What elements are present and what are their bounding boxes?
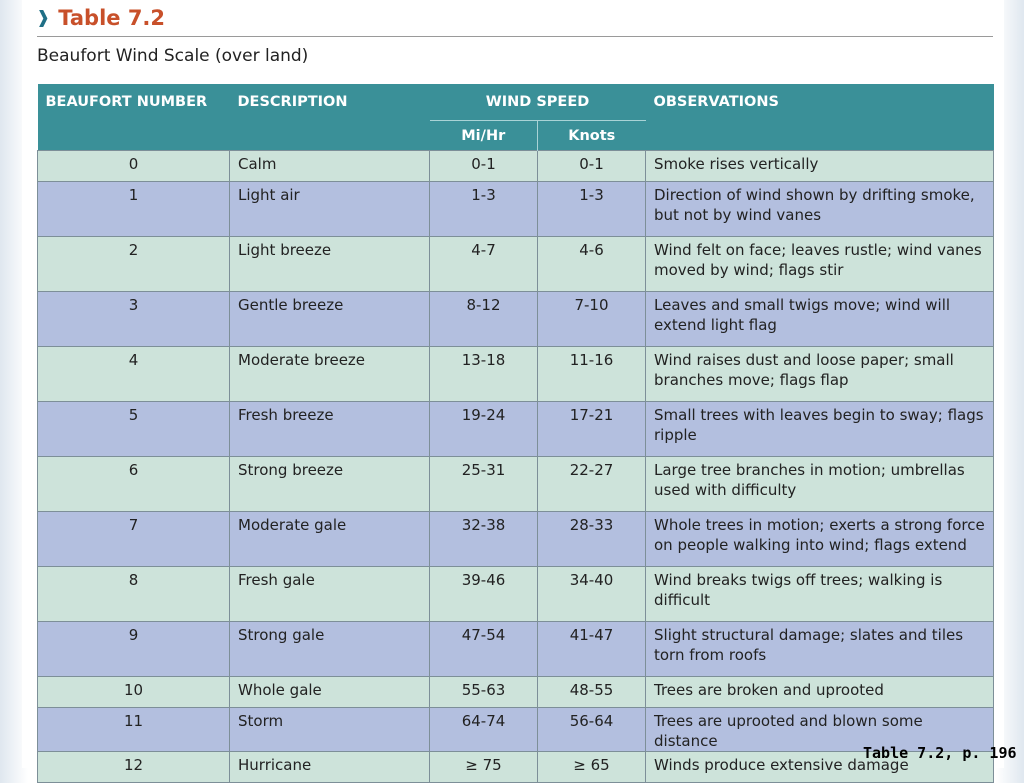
table-row <box>38 347 994 402</box>
table-row <box>38 512 994 567</box>
cell-observation: Wind felt on face; leaves rustle; wind vanes moved by wind; flags stir <box>646 237 994 292</box>
page <box>22 0 1004 774</box>
cell-beaufort-number: 12 <box>38 752 230 783</box>
cell-description: Light air <box>230 182 430 237</box>
cell-knots: 1-3 <box>538 182 646 237</box>
cell-mph: ≥ 75 <box>430 752 538 783</box>
cell-mph: 4-7 <box>430 237 538 292</box>
cell-mph: 19-24 <box>430 402 538 457</box>
cell-mph: 55-63 <box>430 677 538 708</box>
cell-mph: 39-46 <box>430 567 538 622</box>
table-row <box>38 151 994 182</box>
cell-knots: 28-33 <box>538 512 646 567</box>
cell-knots: 4-6 <box>538 237 646 292</box>
header-beaufort-number: BEAUFORT NUMBER <box>38 84 230 151</box>
cell-mph: 8-12 <box>430 292 538 347</box>
cell-beaufort-number: 2 <box>38 237 230 292</box>
table-row <box>38 708 994 752</box>
chevron-right-icon: ❱ <box>36 7 51 28</box>
cell-description: Fresh breeze <box>230 402 430 457</box>
cell-mph: 0-1 <box>430 151 538 182</box>
page-caption: Table 7.2, p. 196 <box>863 744 1017 762</box>
cell-knots: 56-64 <box>538 708 646 752</box>
cell-beaufort-number: 1 <box>38 182 230 237</box>
cell-knots: 0-1 <box>538 151 646 182</box>
cell-knots: 41-47 <box>538 622 646 677</box>
cell-beaufort-number: 3 <box>38 292 230 347</box>
cell-beaufort-number: 11 <box>38 708 230 752</box>
cell-observation: Direction of wind shown by drifting smoke, but not by wind vanes <box>646 182 994 237</box>
table-row <box>38 752 994 783</box>
cell-description: Gentle breeze <box>230 292 430 347</box>
cell-knots: 11-16 <box>538 347 646 402</box>
cell-description: Moderate breeze <box>230 347 430 402</box>
cell-beaufort-number: 4 <box>38 347 230 402</box>
header-knots: Knots <box>538 121 646 151</box>
table-row <box>38 182 994 237</box>
table-row <box>38 237 994 292</box>
cell-observation: Smoke rises vertically <box>646 151 994 182</box>
table-row <box>38 402 994 457</box>
cell-observation: Winds produce extensive damage <box>646 752 994 783</box>
cell-beaufort-number: 9 <box>38 622 230 677</box>
cell-knots: 7-10 <box>538 292 646 347</box>
cell-observation: Trees are uprooted and blown some distance <box>646 708 994 752</box>
header-wind-speed: WIND SPEED <box>430 84 646 121</box>
table-title: Table 7.2 <box>58 6 166 30</box>
cell-description: Hurricane <box>230 752 430 783</box>
cell-description: Strong breeze <box>230 457 430 512</box>
cell-mph: 25-31 <box>430 457 538 512</box>
cell-observation: Small trees with leaves begin to sway; flags ripple <box>646 402 994 457</box>
cell-description: Calm <box>230 151 430 182</box>
table-row <box>38 677 994 708</box>
cell-mph: 47-54 <box>430 622 538 677</box>
cell-knots: 34-40 <box>538 567 646 622</box>
cell-description: Whole gale <box>230 677 430 708</box>
cell-observation: Wind raises dust and loose paper; small branches move; flags flap <box>646 347 994 402</box>
cell-beaufort-number: 6 <box>38 457 230 512</box>
cell-mph: 32-38 <box>430 512 538 567</box>
title-divider <box>37 36 993 37</box>
cell-description: Light breeze <box>230 237 430 292</box>
cell-mph: 64-74 <box>430 708 538 752</box>
cell-knots: 17-21 <box>538 402 646 457</box>
cell-beaufort-number: 10 <box>38 677 230 708</box>
header-mph: Mi/Hr <box>430 121 538 151</box>
table-row <box>38 292 994 347</box>
header-observations: OBSERVATIONS <box>646 84 994 151</box>
cell-observation: Large tree branches in motion; umbrellas used with difficulty <box>646 457 994 512</box>
table-row <box>38 567 994 622</box>
cell-observation: Wind breaks twigs off trees; walking is difficult <box>646 567 994 622</box>
cell-description: Fresh gale <box>230 567 430 622</box>
cell-observation: Slight structural damage; slates and tiles torn from roofs <box>646 622 994 677</box>
table-subtitle: Beaufort Wind Scale (over land) <box>37 46 309 66</box>
cell-beaufort-number: 7 <box>38 512 230 567</box>
title-row <box>36 6 165 30</box>
cell-observation: Leaves and small twigs move; wind will extend light flag <box>646 292 994 347</box>
cell-knots: 48-55 <box>538 677 646 708</box>
cell-mph: 1-3 <box>430 182 538 237</box>
table-row <box>38 622 994 677</box>
cell-beaufort-number: 0 <box>38 151 230 182</box>
cell-observation: Trees are broken and uprooted <box>646 677 994 708</box>
beaufort-table <box>37 84 994 783</box>
cell-beaufort-number: 5 <box>38 402 230 457</box>
table-body <box>38 151 994 783</box>
cell-beaufort-number: 8 <box>38 567 230 622</box>
cell-observation: Whole trees in motion; exerts a strong force on people walking into wind; flags extend <box>646 512 994 567</box>
header-description: DESCRIPTION <box>230 84 430 151</box>
cell-mph: 13-18 <box>430 347 538 402</box>
cell-knots: ≥ 65 <box>538 752 646 783</box>
table-row <box>38 457 994 512</box>
table-header <box>38 84 994 151</box>
cell-knots: 22-27 <box>538 457 646 512</box>
cell-description: Storm <box>230 708 430 752</box>
cell-description: Moderate gale <box>230 512 430 567</box>
cell-description: Strong gale <box>230 622 430 677</box>
